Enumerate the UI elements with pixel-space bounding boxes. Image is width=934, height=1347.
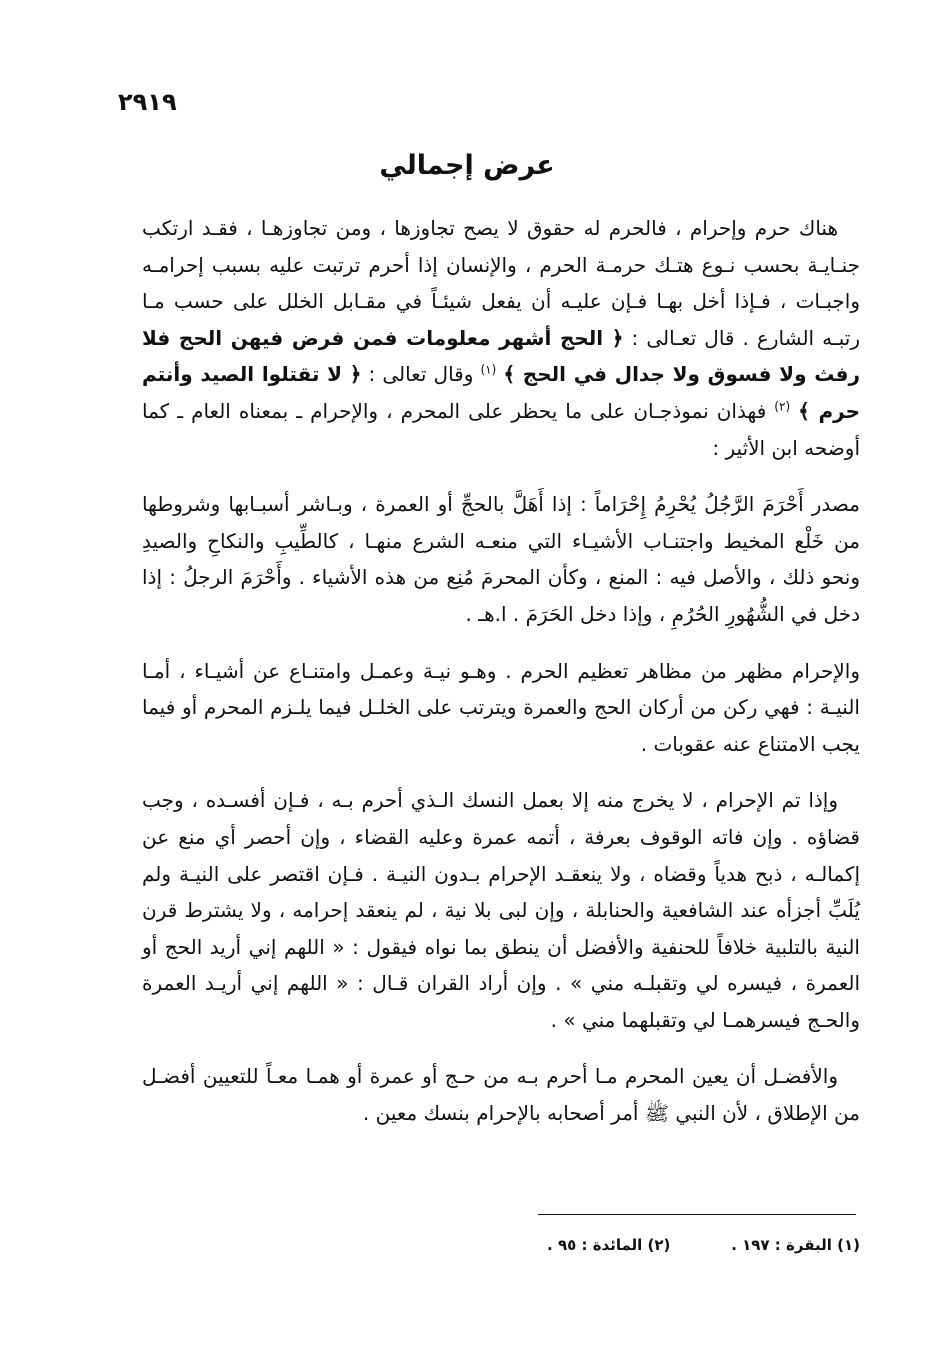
page-title: عرض إجمالي bbox=[379, 150, 555, 181]
paragraph-5: والأفضـل أن يعين المحرم مـا أحرم بـه من حـج أو عمرة أو همـا معـاً للتعيين أفضـل من الإطلاق ، لأن النبي ﷺ أمر أصحابه بالإحرام بنسك معين . bbox=[142, 1064, 860, 1126]
quran-quote-2: ﴿ لا تقتلوا الصيد وأنتم حرم ﴾ bbox=[142, 362, 860, 423]
footnote-ref-2: (٢) bbox=[774, 399, 791, 414]
footnote-2: (٢) المائدة : ٩٥ . bbox=[547, 1236, 671, 1254]
footnote-ref-1: (١) bbox=[480, 362, 497, 377]
paragraph-1-text-a: هناك حرم وإحرام ، فالحرم له حقوق لا يصح تجاوزها ، ومن تجاوزهـا ، فقـد ارتكب جنـايـة بحسب نـوع هتـك حرمـة الحرم ، والإنسان إذا أحرم ترتبت عليه بسبب إحرامـه واجبـات ، فـإذا أخل بهـا فـإن عليـه أن يفعل شيئـاً في مقـابل الخلل على حسب مـا رتبـه الشارع . قال تعـالى : bbox=[142, 216, 860, 350]
paragraph-1-text-b: وقال تعالى : bbox=[361, 362, 481, 387]
footnotes bbox=[330, 1236, 860, 1254]
paragraph-1-text-c: فهذان نموذجـان على ما يحظر على المحرم ، والإحرام ـ بمعناه العام ـ كما أوضحه ابن الأثير : bbox=[142, 398, 860, 460]
paragraph-2: مصدر أَحْرَمَ الرَّجُلُ يُحْرِمُ إِحْرَاماً : إذا أَهَلَّ بالحجِّ أو العمرة ، وبـاشر أسبـابها وشروطها من خَلْع المخيط واجتنـاب الأشيـاء التي منعـه الشرع منهـا ، كالطِّيبِ والنكاحِ والصيدِ ونحو ذلك ، والأصل فيه : المنع ، وكأن المحرمَ مُنِع من هذه الأشياء . وأَحْرَمَ الرجلُ : إذا دخل في الشُّهُورِ الحُرُمِ ، وإذا دخل الحَرَمَ . ا.هـ . bbox=[142, 492, 860, 626]
footnote-1: (١) البقرة : ١٩٧ . bbox=[731, 1236, 860, 1254]
paragraph-3: والإحرام مظهر من مظاهر تعظيم الحرم . وهـو نيـة وعمـل وامتنـاع عن أشيـاء ، أمـا النيـة : فهي ركن من أركان الحج والعمرة ويترتب على الخلـل فيما يلـزم المحرم أو فيما يجب الامتناع عنه عقوبات . bbox=[142, 658, 860, 756]
footnote-divider bbox=[538, 1214, 856, 1215]
quran-quote-1: ﴿ الحج أشهر معلومات فمن فرض فيهن الحج فلا رفث ولا فسوق ولا جدال في الحج ﴾ bbox=[142, 325, 860, 387]
body-text bbox=[142, 210, 860, 1152]
paragraph-1 bbox=[142, 210, 860, 466]
paragraph-4: وإذا تم الإحرام ، لا يخرج منه إلا بعمل النسك الـذي أحرم بـه ، فـإن أفسـده ، وجب قضاؤه . وإن فاته الوقوف بعرفة ، أتمه عمرة وعليه القضاء ، وإن أحصر أي منع عن إكمالـه ، ذبح هدياً وقضاه ، ولا ينعقـد الإحرام بـدون النيـة . فـإن اقتصر على النيـة ولم يُلَبِّ أجزأه عند الشافعية والحنابلة ، وإن لبى بلا نية ، لم ينعقد إحرامه ، ولا يشترط قرن النية بالتلبية خلافاً للحنفية والأفضل أن ينطق بما نواه فيقول : « اللهم إني أريد الحج أو العمرة ، فيسره لي وتقبلـه مني » . وإن أراد القران قـال : « اللهم إني أريـد العمرة والحـج فيسرهمـا لي وتقبلهما مني » . bbox=[142, 788, 860, 1032]
page-number: ٢٩١٩ bbox=[118, 88, 177, 116]
